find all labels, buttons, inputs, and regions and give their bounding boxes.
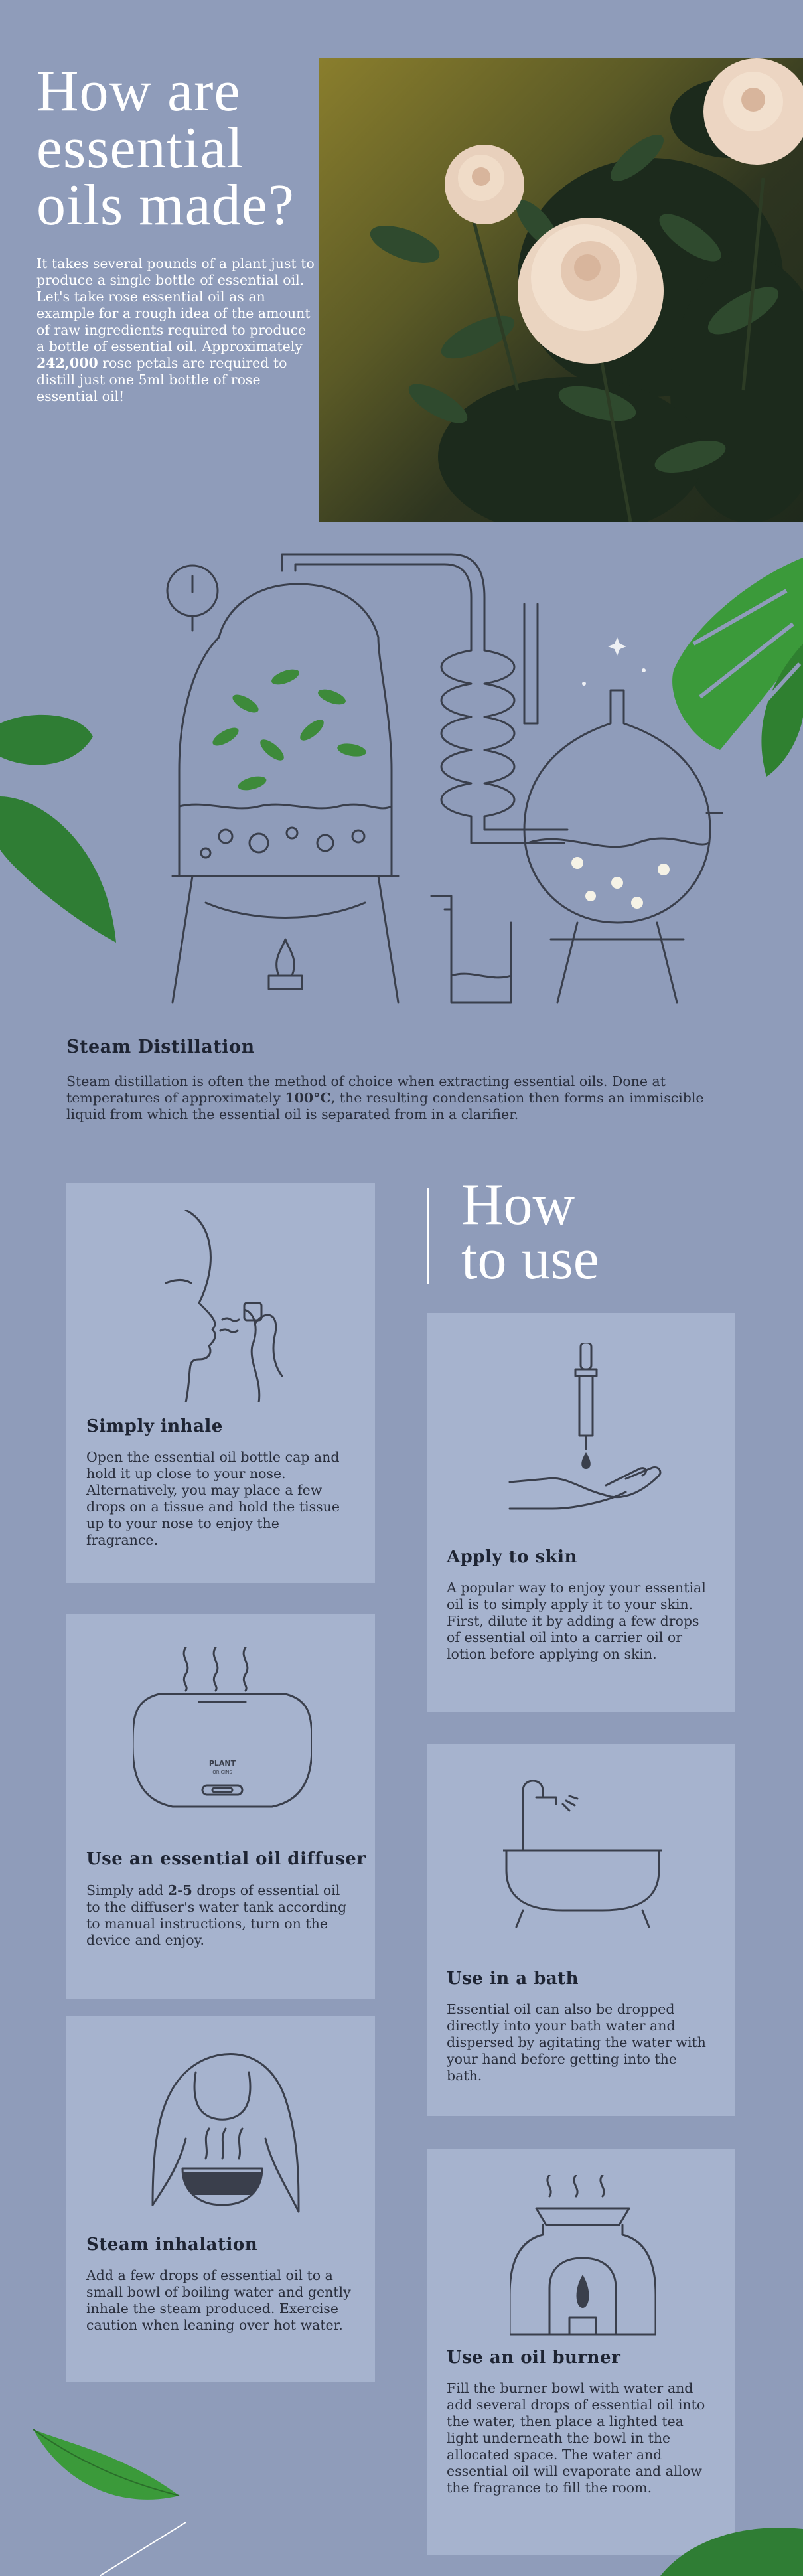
diffuser-drop-count: 2-5	[167, 1882, 192, 1898]
distillation-text-end: , the resulting condensation then forms an immiscible liquid from which the essential oil is separated from in a clarifier.	[66, 1090, 704, 1122]
face-inhale-icon	[146, 1210, 299, 1402]
page-title	[36, 59, 315, 238]
card-text: A popular way to enjoy your essential oil is to simply apply it to your skin. First, dilute it by adding a few drops of essential oil into a carrier oil or lotion before applying on skin.	[447, 1580, 706, 1662]
title-line-3: oils made?	[36, 173, 295, 238]
dropper-hand-icon	[506, 1343, 666, 1522]
how-to-use-line-1: How	[461, 1173, 575, 1237]
card-text	[86, 1882, 352, 1949]
steam-distillation-text	[66, 1073, 737, 1123]
distillation-apparatus	[153, 551, 723, 1016]
leaf-icon	[27, 2429, 186, 2509]
card-title: Use in a bath	[447, 1969, 579, 1989]
leaf-icon	[654, 538, 803, 796]
steam-person-icon	[139, 2039, 305, 2225]
distillation-text: Steam distillation is often the method of choice when extracting essential oils. Done at temperatures of approximately	[66, 1073, 666, 1106]
how-to-use-line-2: to use	[461, 1227, 599, 1292]
leaf-icon	[660, 2522, 803, 2576]
diffuser-text-end: drops of essential oil to the diffuser's water tank according to manual instructions, turn on the device and enjoy.	[86, 1882, 347, 1948]
intro-petal-count: 242,000	[36, 355, 98, 371]
intro-text: It takes several pounds of a plant just to produce a single bottle of essential oil. Let's take rose essential oil as an example for a rough idea of the amount of raw ingredients required to produce a bottle of essential oil. Approximately	[36, 256, 315, 354]
how-to-use-divider	[427, 1188, 429, 1284]
steam-distillation-title: Steam Distillation	[66, 1037, 255, 1057]
card-apply-to-skin	[427, 1313, 735, 1712]
card-diffuser	[66, 1614, 375, 1999]
card-bath	[427, 1744, 735, 2116]
diffuser-text: Simply add	[86, 1882, 168, 1898]
diffuser-brand-label: PLANT	[208, 1759, 236, 1768]
rose-photo	[319, 58, 803, 522]
distillation-temperature: 100°C	[285, 1090, 331, 1106]
leaf-stem-icon	[100, 2522, 186, 2576]
leaf-icon	[0, 697, 126, 949]
diffuser-icon	[133, 1647, 312, 1820]
oil-burner-icon	[510, 2175, 656, 2348]
card-text: Open the essential oil bottle cap and hold it up close to your nose. Alternatively, you may place a few drops on a tissue and hold the tissue up to your nose to enjoy the fragrance.	[86, 1449, 340, 1548]
how-to-use-title	[461, 1173, 727, 1292]
card-title: Apply to skin	[447, 1547, 577, 1567]
diffuser-brand-sublabel: ORIGINS	[212, 1770, 232, 1775]
card-text: Essential oil can also be dropped directly into your bath water and dispersed by agitating the water with your hand before getting into the bath.	[447, 2001, 706, 2084]
intro-text-end: rose petals are required to distill just one 5ml bottle of rose essential oil!	[36, 355, 287, 404]
card-text: Add a few drops of essential oil to a small bowl of boiling water and gently inhale the steam produced. Exercise caution when leaning over hot water.	[86, 2267, 351, 2333]
card-oil-burner	[427, 2149, 735, 2555]
card-simply-inhale	[66, 1183, 375, 1583]
card-title: Simply inhale	[86, 1416, 223, 1436]
card-title: Use an essential oil diffuser	[86, 1849, 366, 1869]
card-text: Fill the burner bowl with water and add several drops of essential oil into the water, then place a lighted tea light underneath the bowl in the allocated space. The water and essential oil will evaporate and allow the fragrance to fill the room.	[447, 2380, 705, 2496]
title-line-1: How are	[36, 59, 241, 123]
card-steam-inhalation	[66, 2016, 375, 2382]
bathtub-icon	[503, 1778, 662, 1930]
card-title: Use an oil burner	[447, 2348, 621, 2368]
intro-paragraph	[36, 256, 315, 405]
title-line-2: essential	[36, 116, 244, 181]
card-title: Steam inhalation	[86, 2235, 258, 2255]
